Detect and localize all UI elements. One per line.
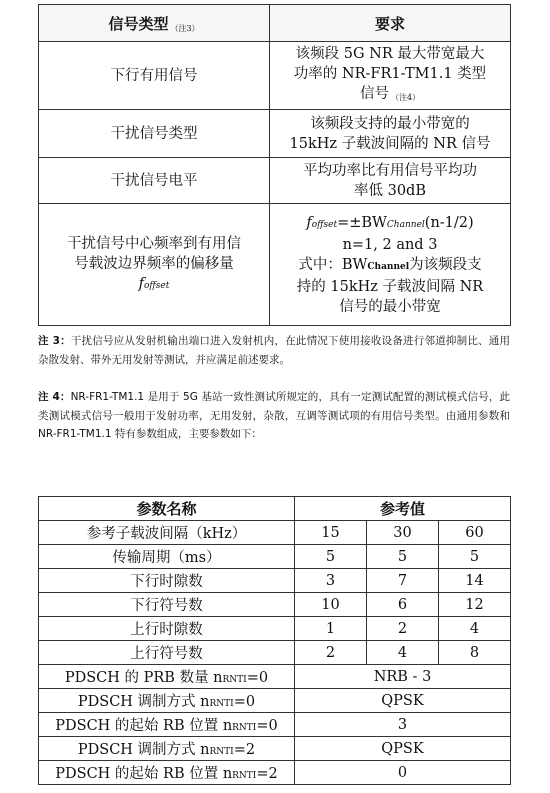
param-name	[39, 689, 295, 713]
table-row	[39, 593, 511, 617]
param-name-sub: RNTI	[222, 675, 247, 685]
desc-line: 信号的最小带宽	[339, 298, 441, 315]
req-line: 信号	[359, 85, 389, 102]
param-value: 5	[295, 545, 367, 569]
param-value: 5	[367, 545, 439, 569]
table-row	[39, 569, 511, 593]
table-row	[39, 110, 511, 158]
param-name-text: PDSCH 调制方式 n	[77, 694, 210, 710]
note-3	[38, 332, 510, 369]
formula-main: =±BW	[337, 214, 387, 231]
param-value: 15	[295, 521, 367, 545]
parameters-table	[38, 496, 511, 785]
note-4	[38, 388, 510, 444]
formula-tail: (n-1/2)	[424, 214, 474, 231]
param-name-sub: RNTI	[232, 771, 257, 781]
param-name-suffix: =0	[233, 694, 256, 710]
table-header-row	[39, 497, 511, 521]
row-label: 下行有用信号	[39, 42, 270, 110]
param-value: 8	[439, 641, 511, 665]
desc-line	[273, 255, 507, 277]
note-4-text: NR-FR1-TM1.1 是用于 5G 基站一致性测试所规定的，具有一定测试配置的测试模式信号，此类测试模式信号一般用于发射功率，无用发射，杂散，互调等测试项的有用信号类型。由通用参数和 NR-FR1-TM1.1 特有参数组成，主要参数如下：	[38, 391, 510, 440]
param-value: 5	[439, 545, 511, 569]
desc-prefix: 式中：BW	[298, 256, 368, 273]
row-label	[39, 204, 270, 326]
symbol-sub: offset	[144, 280, 170, 291]
param-value: 4	[439, 617, 511, 641]
desc-line: 持的 15kHz 子载波间隔 NR	[296, 278, 484, 295]
param-value: NRB - 3	[295, 665, 511, 689]
param-name: 上行符号数	[39, 641, 295, 665]
param-value: 3	[295, 569, 367, 593]
header-param-name: 参数名称	[39, 497, 295, 521]
param-value: 7	[367, 569, 439, 593]
table-header-row	[39, 5, 511, 42]
req-line: 率低 30dB	[354, 182, 426, 199]
table-row	[39, 521, 511, 545]
param-value: 2	[295, 641, 367, 665]
label-line: 干扰信号中心频率到有用信	[67, 235, 241, 252]
table-row	[39, 689, 511, 713]
param-name-sub: RNTI	[232, 723, 257, 733]
n-values: n=1, 2 and 3	[342, 236, 438, 253]
table-row	[39, 158, 511, 204]
param-name: 参考子载波间隔（kHz）	[39, 521, 295, 545]
table-row	[39, 761, 511, 785]
param-name: 下行时隙数	[39, 569, 295, 593]
param-value: 30	[367, 521, 439, 545]
formula-f-sub: offset	[311, 219, 338, 230]
offset-symbol	[42, 274, 266, 296]
row-requirement	[270, 110, 511, 158]
param-name	[39, 737, 295, 761]
header-reference-value: 参考值	[295, 497, 511, 521]
header-text: 信号类型	[108, 14, 169, 33]
param-name: 传输周期（ms）	[39, 545, 295, 569]
desc-sub: Channel	[367, 261, 410, 272]
row-requirement	[270, 204, 511, 326]
row-requirement	[270, 158, 511, 204]
table-row	[39, 713, 511, 737]
param-name-suffix: =2	[233, 742, 256, 758]
table-row	[39, 737, 511, 761]
param-name-suffix: =0	[256, 718, 278, 734]
header-signal-type	[39, 5, 270, 42]
symbol-f: f	[138, 275, 144, 292]
param-value: QPSK	[295, 737, 511, 761]
param-name-sub: RNTI	[209, 699, 234, 709]
desc-suffix: 为该频段支	[409, 256, 482, 273]
row-label: 干扰信号电平	[39, 158, 270, 204]
param-value: 6	[367, 593, 439, 617]
param-name: 下行符号数	[39, 593, 295, 617]
req-line: 平均功率比有用信号平均功	[303, 162, 477, 179]
param-value: 2	[367, 617, 439, 641]
table-row	[39, 204, 511, 326]
param-value: 1	[295, 617, 367, 641]
note-3-label: 注 3：	[38, 335, 71, 347]
req-note: （注4）	[390, 92, 421, 102]
row-requirement	[270, 42, 511, 110]
param-value: 0	[295, 761, 511, 785]
param-name-text: PDSCH 的起始 RB 位置 n	[55, 718, 233, 734]
table-row	[39, 617, 511, 641]
req-line: 15kHz 子载波间隔的 NR 信号	[289, 135, 491, 152]
param-name-suffix: =2	[256, 766, 278, 782]
formula-bw-sub: Channel	[386, 219, 425, 230]
param-value: 14	[439, 569, 511, 593]
param-name	[39, 665, 295, 689]
param-value: 12	[439, 593, 511, 617]
param-name-text: PDSCH 的起始 RB 位置 n	[55, 766, 233, 782]
param-name	[39, 713, 295, 737]
table-row	[39, 545, 511, 569]
param-name-text: PDSCH 调制方式 n	[77, 742, 210, 758]
formula-f: f	[306, 214, 312, 231]
req-line: 该频段支持的最小带宽的	[310, 115, 470, 132]
req-line: 功率的 NR-FR1-TM1.1 类型	[293, 65, 487, 82]
header-note: （注3）	[170, 23, 200, 33]
param-value: 10	[295, 593, 367, 617]
note-3-text: 干扰信号应从发射机输出端口进入发射机内，在此情况下使用接收设备进行邻道抑制比、通用杂散发射、带外无用发射等测试，并应满足前述要求。	[38, 335, 510, 366]
param-name-suffix: =0	[246, 670, 269, 686]
note-4-label: 注 4：	[38, 391, 71, 403]
param-name-sub: RNTI	[209, 747, 234, 757]
param-value: 60	[439, 521, 511, 545]
param-name-text: PDSCH 的 PRB 数量 n	[64, 670, 223, 686]
requirements-table	[38, 4, 511, 326]
table-row	[39, 665, 511, 689]
param-name	[39, 761, 295, 785]
formula-line	[273, 213, 507, 235]
row-label: 干扰信号类型	[39, 110, 270, 158]
table-row	[39, 42, 511, 110]
param-value: QPSK	[295, 689, 511, 713]
param-name: 上行时隙数	[39, 617, 295, 641]
param-value: 4	[367, 641, 439, 665]
header-requirement: 要求	[270, 5, 511, 42]
req-line: 该频段 5G NR 最大带宽最大	[295, 45, 485, 62]
label-line: 号载波边界频率的偏移量	[74, 255, 234, 272]
table-row	[39, 641, 511, 665]
param-value: 3	[295, 713, 511, 737]
